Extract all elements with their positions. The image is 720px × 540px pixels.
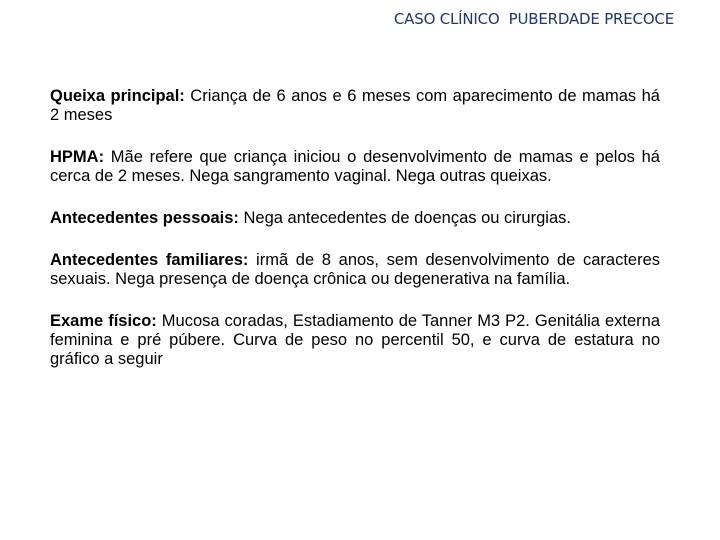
section-label: Antecedentes pessoais: [50,209,239,227]
section-text: Mãe refere que criança iniciou o desenvolvimento de mamas e pelos há cerca de 2 meses. Nega sangramento vaginal. Nega outras queixas. [50,148,660,185]
case-content [50,87,660,392]
section-physical-exam [50,312,660,369]
section-text: irmã de 8 anos, sem desenvolvimento de caracteres sexuais. Nega presença de doença crônica ou degenerativa na família. [50,251,661,288]
section-personal-history [50,209,660,228]
section-text: Criança de 6 anos e 6 meses com aparecimento de mamas há 2 meses [50,87,660,124]
section-hpma [50,148,660,186]
slide-title: CASO CLÍNICO PUBERDADE PRECOCE [393,10,674,28]
section-label: HPMA: [50,148,105,166]
section-label: Antecedentes familiares: [50,251,249,269]
section-text: Mucosa coradas, Estadiamento de Tanner M3 P2. Genitália externa feminina e pré púbere. Curva de peso no percentil 50, e curva de estatura no gráfico a seguir [50,312,660,368]
section-text: Nega antecedentes de doenças ou cirurgias. [238,209,571,227]
section-chief-complaint [50,87,660,125]
section-family-history [50,251,660,289]
section-label: Queixa principal: [50,87,185,105]
section-label: Exame físico: [50,312,157,330]
